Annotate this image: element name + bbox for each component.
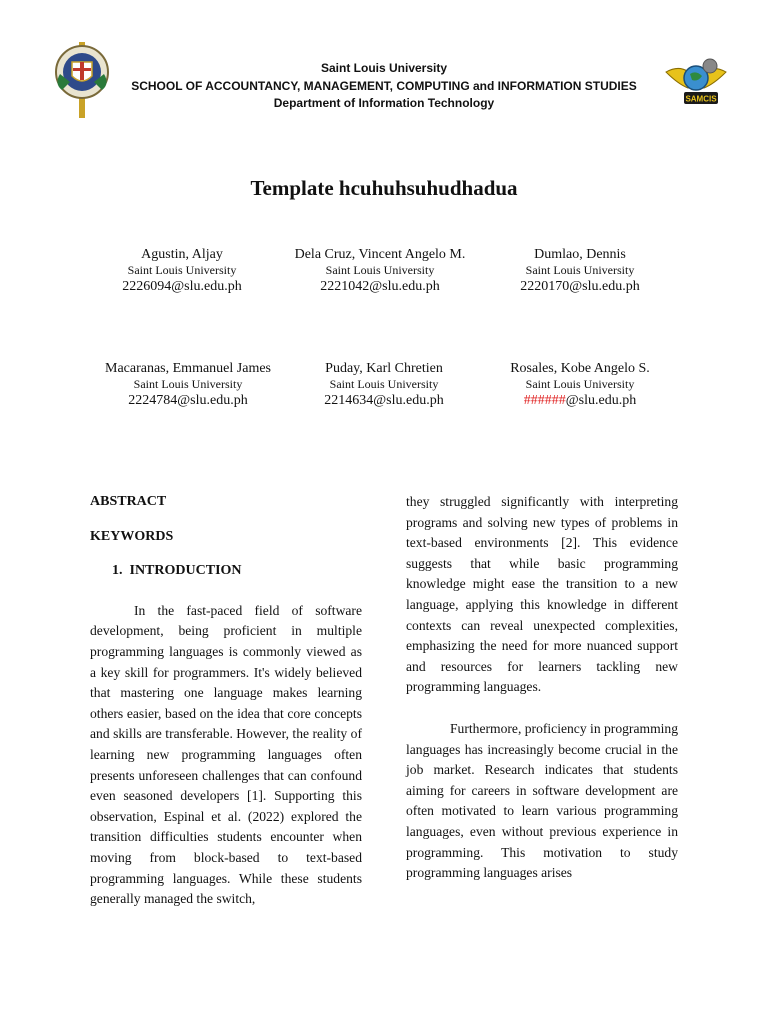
samcis-logo-text: SAMCIS: [685, 94, 717, 104]
author-affiliation: Saint Louis University: [525, 377, 635, 391]
author-name: Puday, Karl Chretien: [325, 361, 443, 376]
author-email: 2221042@slu.edu.ph: [320, 279, 440, 294]
author-affiliation: Saint Louis University: [133, 377, 243, 391]
author-block: [88, 360, 288, 409]
author-email: 2220170@slu.edu.ph: [520, 279, 640, 294]
author-affiliation: Saint Louis University: [325, 263, 435, 277]
author-name: Agustin, Aljay: [141, 247, 223, 262]
author-affiliation: Saint Louis University: [329, 377, 439, 391]
author-name: Rosales, Kobe Angelo S.: [510, 361, 650, 376]
author-email: 2214634@slu.edu.ph: [324, 393, 444, 408]
author-email: 2224784@slu.edu.ph: [128, 393, 248, 408]
author-name: Dumlao, Dennis: [534, 247, 626, 262]
author-email: [480, 392, 680, 409]
keywords-heading: KEYWORDS: [90, 528, 174, 544]
author-block: [280, 246, 480, 295]
section-title: INTRODUCTION: [129, 563, 242, 579]
author-affiliation: Saint Louis University: [525, 263, 635, 277]
author-name: Dela Cruz, Vincent Angelo M.: [294, 247, 466, 262]
university-name: Saint Louis University: [320, 61, 448, 75]
author-block: [480, 360, 680, 409]
author-block: [82, 246, 282, 295]
introduction-heading: [90, 561, 362, 582]
right-column: [406, 492, 678, 884]
author-block: [284, 360, 484, 409]
section-number: 1.: [112, 563, 123, 579]
intro-paragraph-1-continued: they struggled significantly with interpreting programs and solving new types of problems in text-based environments [2]. This evidence suggests that while basic programming knowledge might ease the transition to a new language, applying this knowledge in different contexts can reveal unexpected complexities, emphasizing the need for more nuanced support and resources for learners tackling new programming languages.: [406, 494, 678, 695]
author-name: Macaranas, Emmanuel James: [105, 361, 271, 376]
intro-paragraph-2: Furthermore, proficiency in programming languages has increasingly become crucial in the job market. Research indicates that students aiming for careers in software development are often motivated to learn various programming languages, even without previous experience in programming. This motivation to study programming languages arises: [406, 720, 679, 881]
author-block: [480, 246, 680, 295]
email-domain: @slu.edu.ph: [565, 393, 637, 408]
author-affiliation: Saint Louis University: [127, 263, 237, 277]
author-email: 2226094@slu.edu.ph: [122, 279, 242, 294]
school-name: SCHOOL OF ACCOUNTANCY, MANAGEMENT, COMPUTING and INFORMATION STUDIES: [131, 79, 637, 93]
department-name: Department of Information Technology: [273, 96, 495, 110]
page-header: [0, 60, 768, 112]
redacted-email-prefix: ######: [523, 393, 566, 408]
intro-paragraph-1: In the fast-paced field of software development, being proficient in multiple programming languages is commonly viewed as a key skill for programmers. It's widely believed that mastering one language makes learning others easier, based on the idea that core concepts and skills are transferable. However, the reality of learning new programming languages often presents unforeseen challenges that can confound even seasoned developers [1]. Supporting this observation, Espinal et al. (2022) explored the transition difficulties students encounter when moving from block-based to text-based programming languages. While these students generally managed the switch,: [90, 602, 362, 907]
samcis-logo: [664, 54, 728, 110]
paper-title: Template hcuhuhsuhudhadua: [250, 176, 518, 200]
left-column: [90, 492, 362, 910]
abstract-heading: ABSTRACT: [90, 494, 167, 509]
